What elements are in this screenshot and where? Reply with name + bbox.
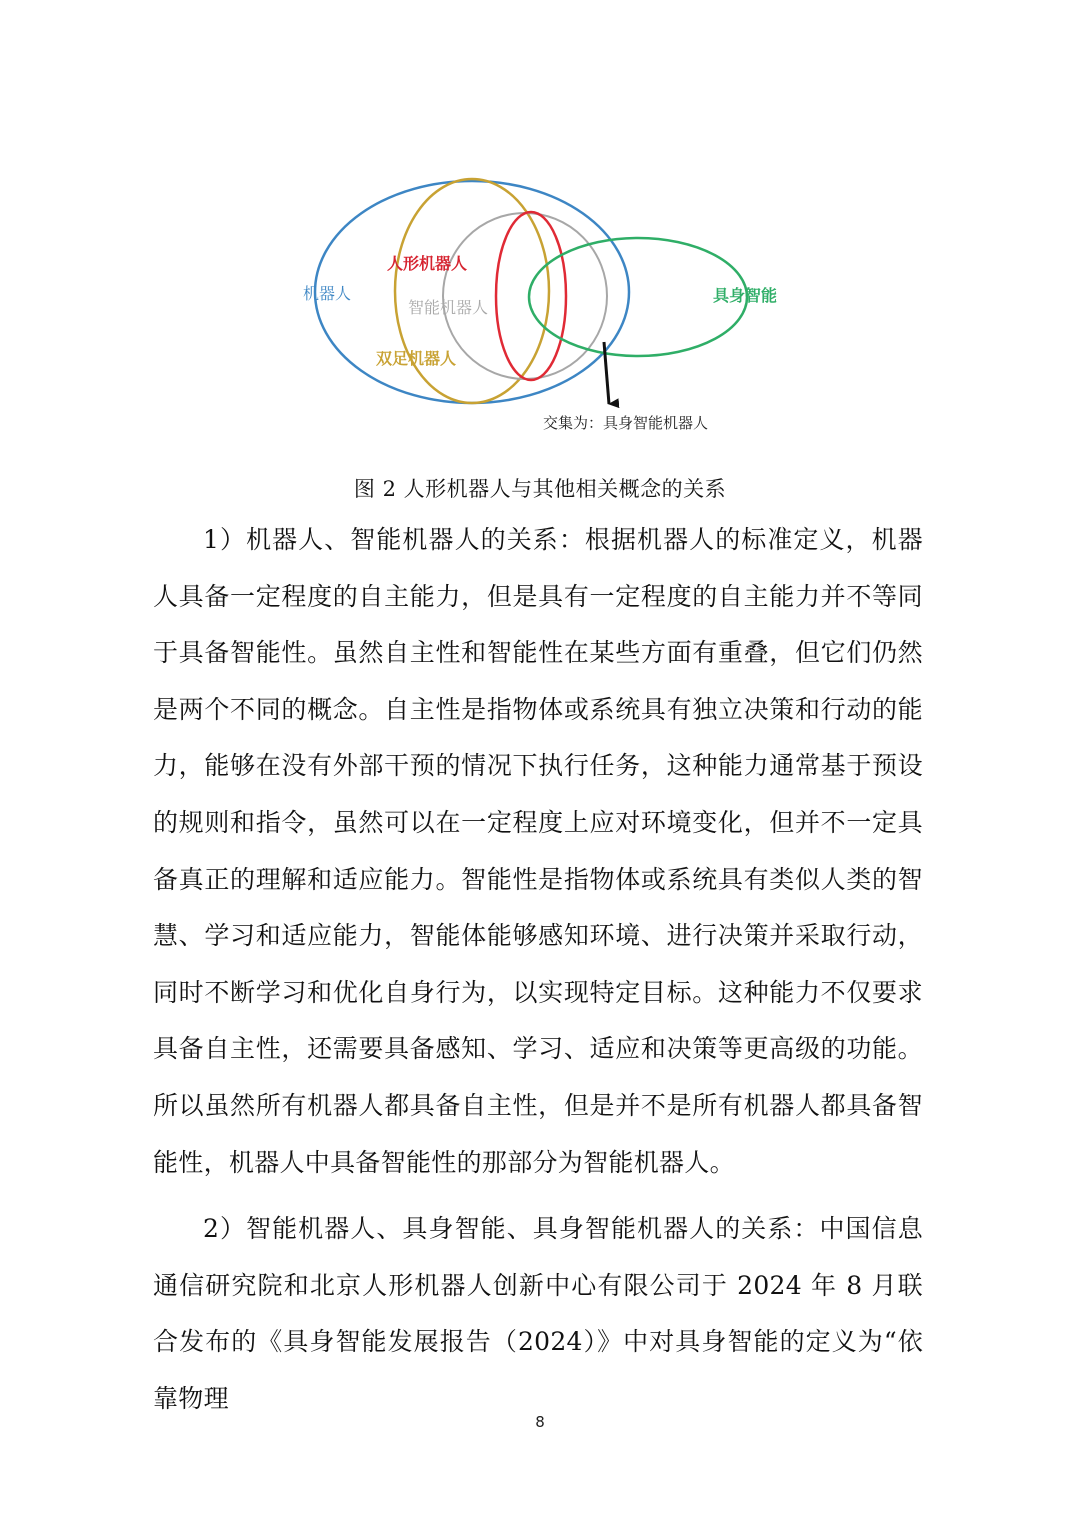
label-biped-robot: 双足机器人 (376, 349, 457, 368)
robot-ellipse (315, 181, 629, 403)
paragraph-embodied-relation: 2）智能机器人、具身智能、具身智能机器人的关系：中国信息通信研究院和北京人形机器人创新中心有限公司于 2024 年 8 月联合发布的《具身智能发展报告（2024）》中对具身智能的定义为“依靠物理 (153, 1214, 923, 1413)
body-text (153, 512, 923, 1428)
label-intelligent-robot: 智能机器人 (408, 298, 489, 317)
concept-venn-diagram (0, 0, 1080, 470)
paragraph-robot-intelligent-relation: 1）机器人、智能机器人的关系：根据机器人的标准定义，机器人具备一定程度的自主能力，但是具有一定程度的自主能力并不等同于具备智能性。虽然自主性和智能性在某些方面有重叠，但它们仍然是两个不同的概念。自主性是指物体或系统具有独立决策和行动的能力，能够在没有外部干预的情况下执行任务，这种能力通常基于预设的规则和指令，虽然可以在一定程度上应对环境变化，但并不一定具备真正的理解和适应能力。智能性是指物体或系统具有类似人类的智慧、学习和适应能力，智能体能够感知环境、进行决策并采取行动，同时不断学习和优化自身行为，以实现特定目标。这种能力不仅要求具备自主性，还需要具备感知、学习、适应和决策等更高级的功能。所以虽然所有机器人都具备自主性，但是并不是所有机器人都具备智能性，机器人中具备智能性的那部分为智能机器人。 (153, 525, 923, 1177)
label-robot: 机器人 (303, 284, 352, 303)
label-intersection: 交集为：具身智能机器人 (543, 414, 709, 432)
humanoid-ellipse (496, 212, 566, 380)
intelligent-ellipse (443, 213, 607, 379)
label-humanoid-robot: 人形机器人 (387, 254, 468, 273)
page-number: 8 (535, 1413, 545, 1431)
intersection-arrow (604, 342, 609, 404)
figure-caption: 图 2 人形机器人与其他相关概念的关系 (353, 477, 727, 501)
label-embodied-intelligence: 具身智能 (713, 286, 778, 305)
